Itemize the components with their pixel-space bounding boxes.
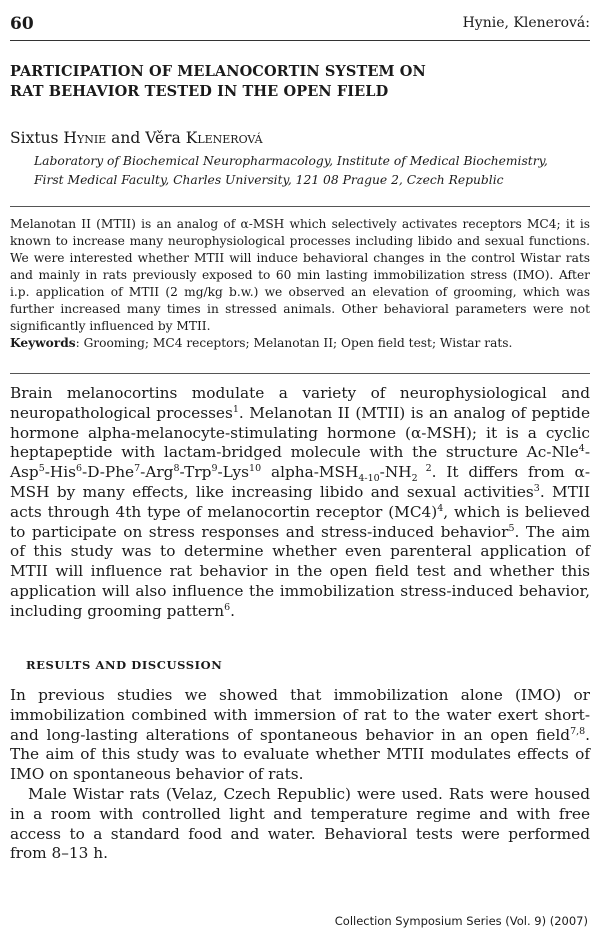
intro-text-2: . Melanotan II (MTII) is an analog of peptide hormone alpha-melanocyte-stimulating hormone (α-MSH); it is a cyclic heptapeptide with lactam-bridged molecule with the structure Ac-Nle <box>10 403 590 462</box>
ref-6: 6 <box>224 601 231 613</box>
running-head: Hynie, Klenerová: <box>462 15 590 31</box>
intro-section <box>10 384 590 622</box>
residue-dphe: -D-Phe <box>82 463 135 482</box>
residue-arg: -Arg <box>140 463 174 482</box>
page-footer: Collection Symposium Series (Vol. 9) (2007) <box>334 914 588 928</box>
ref-4: 4 <box>437 502 444 514</box>
author-2-last: Klenerová <box>185 129 263 147</box>
ref-7-8: 7,8 <box>570 725 586 737</box>
results-paragraph-1 <box>10 686 590 785</box>
title-line-1: PARTICIPATION OF MELANOCORTIN SYSTEM ON <box>10 63 426 80</box>
residue-asp: -Asp <box>10 443 590 482</box>
intro-text-3: . It differs from α-MSH by many effects, like increasing libido and sexual activities <box>10 463 591 501</box>
intro-text-1: Brain melanocortins modulate a variety of neurophysiological and neuropathological processes <box>10 384 590 422</box>
ref-2: 2 <box>425 463 432 475</box>
pos-8: 8 <box>173 463 180 475</box>
pos-6: 6 <box>76 463 83 475</box>
affiliation-line-2: First Medical Faculty, Charles University, 121 08 Prague 2, Czech Republic <box>34 172 504 187</box>
section-heading: RESULTS AND DISCUSSION <box>26 658 223 672</box>
nh-subscript: 2 <box>411 473 418 485</box>
author-2-first: Věra <box>145 129 186 147</box>
results-text-1b: . The aim of this study was to evaluate whether MTII modulates effects of IMO on spontaneous behavior of rats. <box>10 725 590 784</box>
author-1-first: Sixtus <box>10 129 64 147</box>
intro-text-4: . MTII acts through 4th type of melanocortin receptor (MC4) <box>10 482 590 521</box>
title-line-2: RAT BEHAVIOR TESTED IN THE OPEN FIELD <box>10 83 389 100</box>
paper-title <box>10 62 590 102</box>
pos-5: 5 <box>38 463 45 475</box>
author-1-last: Hynie <box>63 129 107 147</box>
keywords-label: Keywords <box>10 336 76 350</box>
results-text-1a: In previous studies we showed that immobilization alone (IMO) or immobilization combined with immersion of rat to the water exert short- and long-lasting alterations of spontaneous behavior in an open field <box>10 686 590 744</box>
keywords <box>10 335 590 352</box>
author-list <box>10 129 263 147</box>
intro-text-6: . The aim of this study was to determine whether even parenteral application of MTII will influence rat behavior in the open field test and whether this application will also influence the immobilization stress-induced behavior, including grooming pattern <box>10 522 590 620</box>
ref-5: 5 <box>508 522 515 534</box>
nh-label: -NH <box>379 463 412 482</box>
affiliation-line-1: Laboratory of Biochemical Neuropharmacology, Institute of Medical Biochemistry, <box>34 154 548 168</box>
pos-4: 4 <box>578 443 585 455</box>
author-conjunction: and <box>106 129 146 147</box>
keywords-list: : Grooming; MC4 receptors; Melanotan II; Open field test; Wistar rats. <box>75 336 513 350</box>
results-paragraph-2: Male Wistar rats (Velaz, Czech Republic) were used. Rats were housed in a room with controlled light and temperature regime and with free access to a standard food and water. Behavioral tests were performed from 8–13 h. <box>10 784 590 863</box>
results-section <box>10 686 590 864</box>
msh-subscript: 4-10 <box>358 473 380 485</box>
msh-label: alpha-MSH <box>261 463 359 482</box>
intro-text-7: . <box>230 601 236 620</box>
residue-his: -His <box>44 463 76 482</box>
abstract-rule-bottom <box>10 373 590 374</box>
abstract <box>10 216 590 352</box>
pos-7: 7 <box>134 463 141 475</box>
page-number: 60 <box>10 14 34 34</box>
affiliation <box>34 152 590 189</box>
intro-paragraph <box>10 384 590 622</box>
residue-trp: -Trp <box>179 463 212 482</box>
intro-text-5: , which is believed to participate on stress responses and stress-induced behavior <box>10 502 590 541</box>
pos-9: 9 <box>211 463 218 475</box>
header-rule <box>10 40 590 41</box>
residue-lys: -Lys <box>217 463 250 482</box>
page-header <box>10 14 590 36</box>
ref-1: 1 <box>232 403 239 415</box>
pos-10: 10 <box>249 463 262 475</box>
abstract-text: Melanotan II (MTII) is an analog of α-MSH which selectively activates receptors MC4; it is known to increase many neurophysiological processes including libido and sexual functions. We were interested whether MTII will induce behavioral changes in the control Wistar rats and mainly in rats previously exposed to 60 min lasting immobilization stress (IMO). After i.p. application of MTII (2 mg/kg b.w.) we observed an elevation of grooming, which was further increased many times in stressed animals. Other behavioral parameters were not significantly influenced by MTII. <box>10 217 590 333</box>
ref-3: 3 <box>533 482 540 494</box>
abstract-rule-top <box>10 206 590 207</box>
